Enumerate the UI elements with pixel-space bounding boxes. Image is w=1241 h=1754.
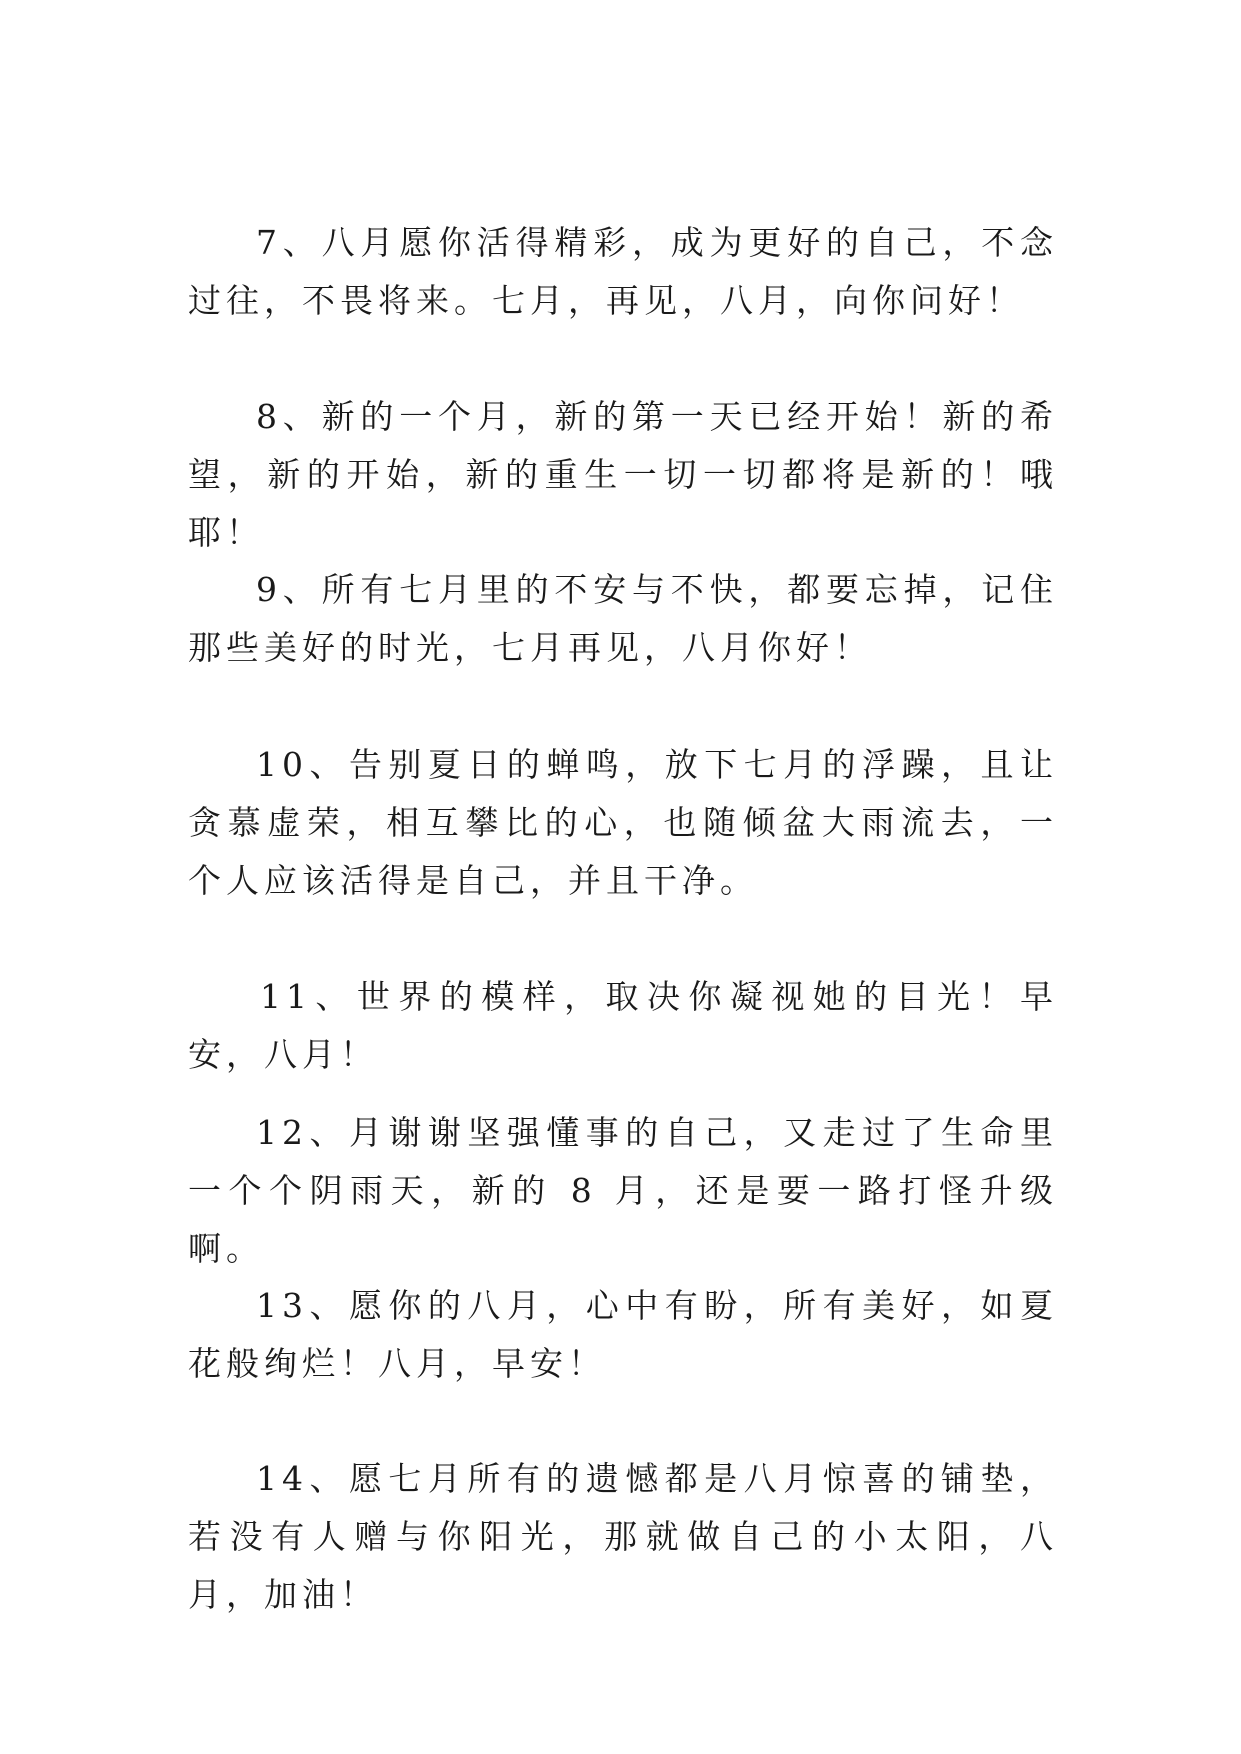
paragraph-13: 13、愿你的八月，心中有盼，所有美好，如夏花般绚烂！八月，早安！ [188, 1286, 1058, 1383]
paragraph-12: 12、月谢谢坚强懂事的自己，又走过了生命里一个个阴雨天，新的 8 月，还是要一路打怪升级啊。 [188, 1113, 1058, 1268]
paragraph-11: 11、世界的模样，取决你凝视她的目光！早安，八月！ [188, 977, 1058, 1074]
paragraph-9: 9、所有七月里的不安与不快，都要忘掉，记住那些美好的时光，七月再见，八月你好！ [188, 570, 1058, 667]
paragraph-8: 8、新的一个月，新的第一天已经开始！新的希望，新的开始，新的重生一切一切都将是新的！哦耶！ [188, 397, 1058, 552]
paragraph-14: 14、愿七月所有的遗憾都是八月惊喜的铺垫，若没有人赠与你阳光，那就做自己的小太阳，八月，加油！ [188, 1459, 1058, 1614]
paragraph-7: 7、八月愿你活得精彩，成为更好的自己，不念过往，不畏将来。七月，再见，八月，向你问好！ [188, 223, 1058, 320]
paragraph-10: 10、告别夏日的蝉鸣，放下七月的浮躁，且让贪慕虚荣，相互攀比的心，也随倾盆大雨流去，一个人应该活得是自己，并且干净。 [188, 745, 1058, 900]
